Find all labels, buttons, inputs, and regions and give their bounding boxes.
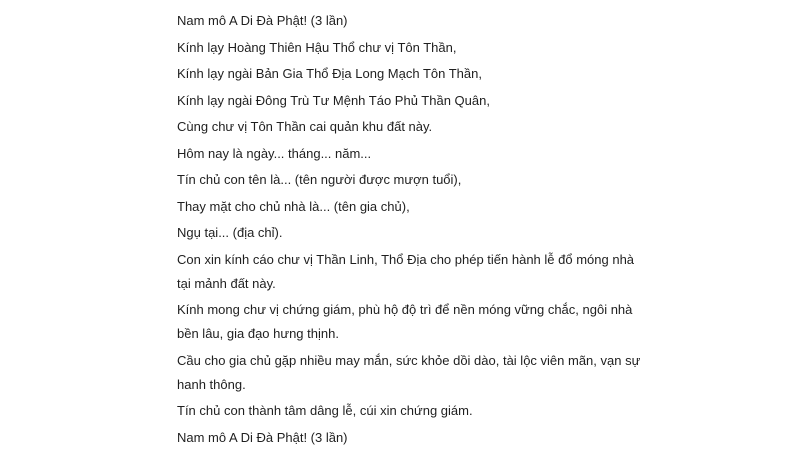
- paragraph-invocation-1: Kính lạy Hoàng Thiên Hậu Thổ chư vị Tôn Thần,: [177, 39, 457, 55]
- prayer-document: [177, 9, 647, 452]
- paragraph-invocation-3: Kính lạy ngài Đông Trù Tư Mệnh Táo Phủ Thần Quân,: [177, 92, 490, 108]
- paragraph-offering: Tín chủ con thành tâm dâng lễ, cúi xin chứng giám.: [177, 403, 473, 418]
- paragraph-invocation-4: Cùng chư vị Tôn Thần cai quản khu đất này.: [177, 119, 433, 134]
- paragraph-name: Tín chủ con tên là... (tên người được mượn tuổi),: [177, 172, 462, 187]
- paragraph-homeowner: Thay mặt cho chủ nhà là... (tên gia chủ),: [177, 198, 410, 214]
- paragraph-request: Con xin kính cáo chư vị Thần Linh, Thổ Địa cho phép tiến hành lễ đổ móng nhà tại mảnh đất này.: [177, 251, 635, 291]
- paragraph-blessing: Kính mong chư vị chứng giám, phù hộ độ trì để nền móng vững chắc, ngôi nhà bền lâu, gia đạo hưng thịnh.: [177, 302, 633, 341]
- paragraph-opening-chant: Nam mô A Di Đà Phật! (3 lần): [177, 13, 348, 28]
- paragraph-wish: Cầu cho gia chủ gặp nhiều may mắn, sức khỏe dồi dào, tài lộc viên mãn, vạn sự hanh thông.: [177, 352, 641, 392]
- paragraph-closing-chant: Nam mô A Di Đà Phật! (3 lần): [177, 429, 348, 445]
- paragraph-date: Hôm nay là ngày... tháng... năm...: [177, 145, 372, 161]
- paragraph-invocation-2: Kính lạy ngài Bản Gia Thổ Địa Long Mạch Tôn Thần,: [177, 66, 482, 81]
- paragraph-address: Ngụ tại... (địa chỉ).: [177, 225, 283, 240]
